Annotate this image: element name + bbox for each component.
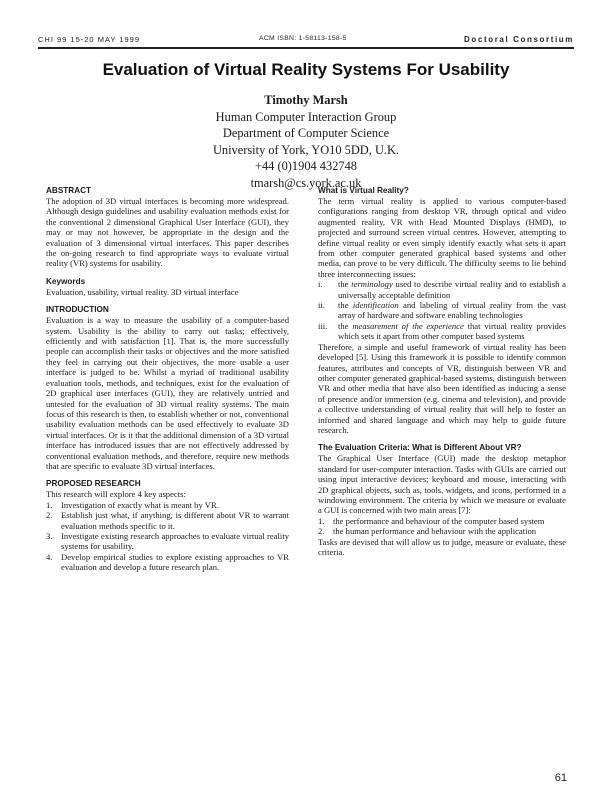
proposed-research-list (46, 500, 289, 573)
abstract-section (46, 186, 289, 269)
what-is-vr-heading: What is Virtual Reality? (318, 186, 409, 195)
introduction-heading: INTRODUCTION (46, 305, 109, 315)
list-item: 3. Investigate existing research approaches to evaluate virtual reality systems for usability. (46, 530, 289, 552)
author-email: tmarsh@cs.york.ac.uk (250, 175, 362, 190)
paper-title: Evaluation of Virtual Reality Systems For Usability (102, 60, 510, 79)
list-item: 2. Establish just what, if anything, is different about VR to warrant evaluation methods specific to it. (46, 510, 289, 531)
list-item: i. the terminology used to describe virtual reality and to establish a universally acceptable definition (318, 279, 566, 300)
issues-list (318, 279, 566, 341)
list-item: ii. the identification and labeling of virtual reality from the vast array of hardware and software enabling technologies (318, 300, 566, 321)
author-department: Department of Computer Science (222, 126, 390, 141)
abstract-heading: ABSTRACT (46, 186, 92, 195)
running-header-isbn: ACM ISBN: 1-58113-158-5 (259, 35, 347, 42)
list-item: 2. the human performance and behaviour with the application (318, 526, 537, 537)
running-header-track: Doctoral Consortium (464, 35, 574, 44)
author-name: Timothy Marsh (264, 93, 348, 107)
list-item: 1. the performance and behaviour of the computer based system (318, 515, 545, 526)
author-group: Human Computer Interaction Group (215, 109, 397, 124)
introduction-text: Evaluation is a way to measure the usability of a computer-based system. Usability is the ability to carry out tasks; effectively, efficiently and with satisfaction [1]. That is, the more successfully people can accomplish their tasks or objectives and the more satisfied they feel in carrying out their objectives, the more usable a user interface is judged to be. Whilst a myriad of traditional usability evaluation tools, methods, and techniques, exist for the evaluation of 2D graphical user interfaces (GUI), they are relatively untried and untested for the evaluation of 3D virtual reality systems. The main focus of this research is then, to establish whether or not, conventional usability evaluation methods can be used effectively to evaluate 3D virtual interfaces. Or is it that the additional dimension of a 3D virtual interface has introduced issues that are not effectively addressed by conventional evaluation methods, and therefore, require new methods that are specific to evaluate 3D virtual interfaces. (46, 315, 289, 471)
author-block (0, 92, 612, 192)
keywords-section (46, 277, 289, 297)
running-header-conference: CHI 99 15-20 MAY 1999 (38, 35, 141, 44)
evaluation-criteria-closing: Tasks are devised that will allow us to judge, measure or evaluate, these criteria. (318, 536, 566, 557)
page-number: 61 (554, 772, 567, 784)
introduction-section (46, 305, 289, 471)
right-column (318, 186, 566, 565)
keywords-text: Evaluation, usability, virtual reality. 3D virtual interface (46, 286, 239, 297)
list-item: 4. Develop empirical studies to explore existing approaches to VR evaluation and develop a future research plan. (46, 551, 289, 573)
evaluation-criteria-heading: The Evaluation Criteria: What is Different About VR? (318, 443, 522, 453)
what-is-vr-text: The term virtual reality is applied to various computer-based configurations ranging from desktop VR, through optical and video augmented reality, VR with Head Mounted Displays (HMD), to projected and surround screen virtual centres. However, attempting to define virtual reality or even simply identify exactly what sets it apart from other computer generated graphical based systems and other media, can prove to be very difficult. The difficulty seems to lie behind three interconnecting issues: (318, 196, 566, 279)
left-column (46, 186, 289, 581)
proposed-research-section (46, 479, 289, 572)
keywords-heading: Keywords (46, 276, 86, 286)
header-rule (38, 47, 574, 49)
proposed-research-heading: PROPOSED RESEARCH (46, 479, 141, 489)
abstract-text: The adoption of 3D virtual interfaces is becoming more widespread. Although design guidelines and usability evaluation methods exist for the conventional 2 dimensional Graphical User Interface (GUI), they may or may not however, be appropriate in the design and the evaluation of 3 dimensional virtual interfaces. This paper describes the on-going research to find appropriate ways to evaluate virtual reality (VR) systems for usability. (46, 196, 289, 269)
proposed-research-intro: This research will explore 4 key aspects: (46, 489, 186, 500)
criteria-list (318, 516, 566, 537)
what-is-vr-closing: Therefore, a simple and useful framework of virtual reality has been developed [5]. Using this framework it is possible to identify common features, attributes and concepts of VR, distinguish between VR and other computer generated graphical-based systems, distinguish between VR and other media that have also been identified as inducing a sense of presence and/or immersion (e.g. cinema and television), and provide a collective understanding of virtual reality that will help to foster an informed and shared language and which may help to guide future research. (318, 341, 566, 435)
author-phone: +44 (0)1904 432748 (255, 159, 357, 174)
what-is-vr-section (318, 186, 566, 435)
author-university: University of York, YO10 5DD, U.K. (212, 142, 400, 157)
list-item: 1. Investigation of exactly what is meant by VR. (46, 499, 219, 510)
evaluation-criteria-text: The Graphical User Interface (GUI) made the desktop metaphor standard for user-computer interaction. Tasks with GUIs are carried out using input interactive devices; keyboard and mouse, interacting with 2D graphical objects, such as, tools, widgets, and icons, performed in a windowing environment. The criteria by which we measure or evaluate a GUI is concerned with two main areas [7]: (318, 453, 566, 516)
list-item: iii. the measurement of the experience that virtual reality provides which sets it apart from other computer based systems (318, 320, 566, 342)
evaluation-criteria-section (318, 443, 566, 557)
